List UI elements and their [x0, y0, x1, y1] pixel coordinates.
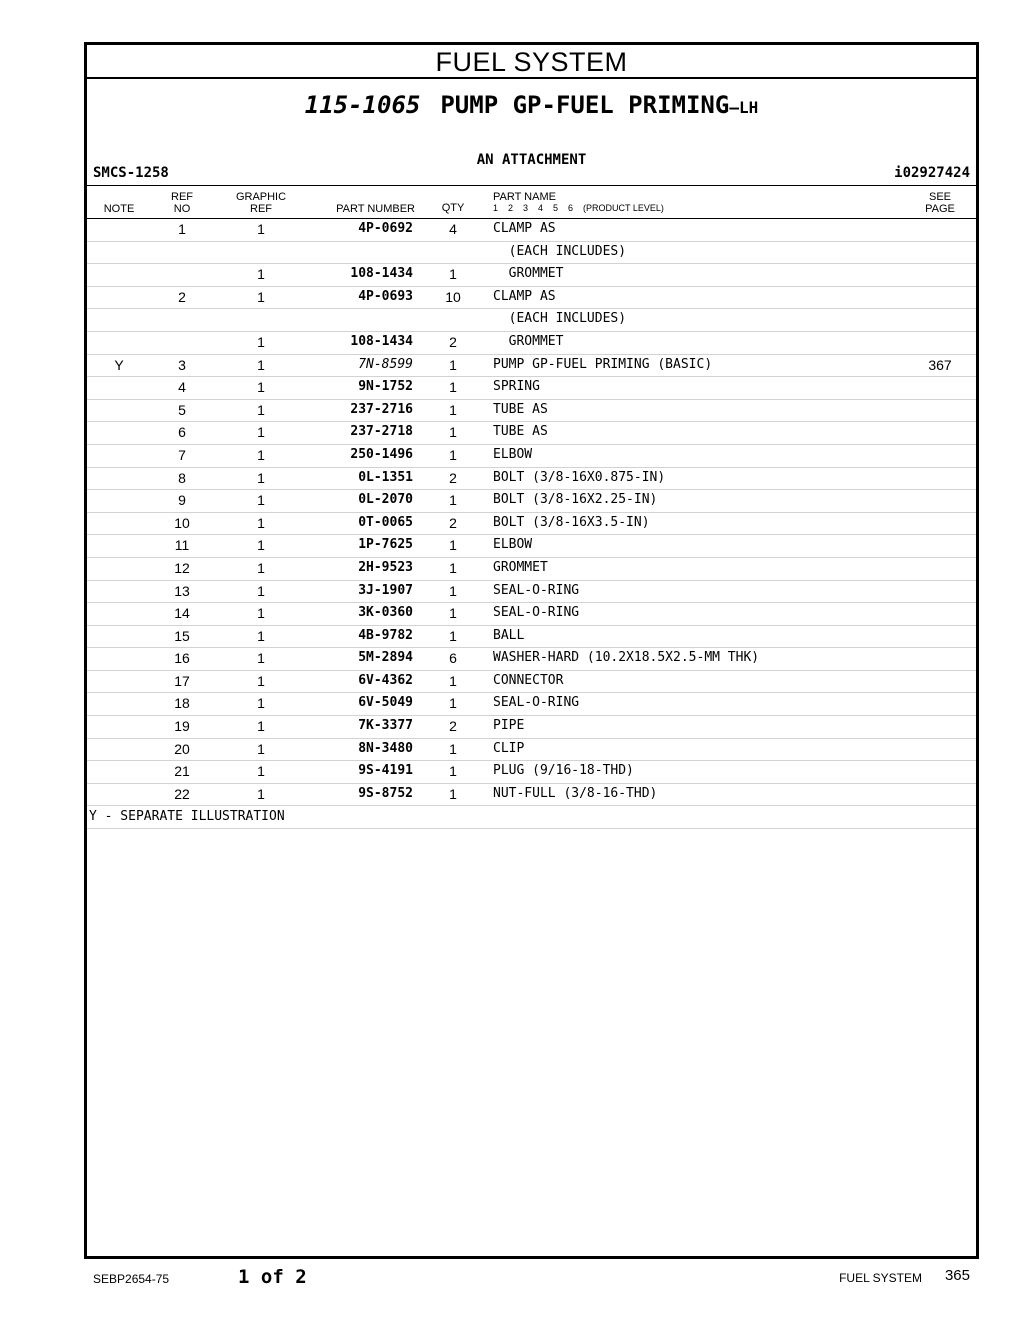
- table-row: [87, 671, 976, 694]
- table-row: [87, 784, 976, 807]
- see-page-cell: 367: [928, 356, 952, 373]
- graphic-ref-cell: 1: [257, 424, 265, 441]
- header-graphic: GRAPHIC: [235, 191, 287, 203]
- ref-no-cell: 3: [178, 356, 186, 373]
- part-number-cell: 237-2716: [350, 401, 413, 417]
- part-name-cell: SPRING: [493, 379, 540, 395]
- part-number-cell: 3J-1907: [358, 582, 413, 598]
- group-header: [87, 79, 976, 168]
- part-number-cell: 8N-3480: [358, 740, 413, 756]
- footer-section: FUEL SYSTEM: [839, 1271, 922, 1285]
- part-name-cell: PLUG (9/16-18-THD): [493, 763, 634, 779]
- part-name-cell: GROMMET: [493, 333, 564, 349]
- part-number-cell: 7N-8599: [358, 356, 413, 372]
- qty-cell: 10: [445, 288, 461, 305]
- table-row: [87, 332, 976, 355]
- graphic-ref-cell: 1: [257, 605, 265, 622]
- illustration-id: i02927424: [894, 165, 970, 181]
- part-number-cell: 9N-1752: [358, 379, 413, 395]
- graphic-ref-cell: 1: [257, 356, 265, 373]
- part-name-cell: BOLT (3/8-16X2.25-IN): [493, 492, 658, 508]
- section-title: FUEL SYSTEM: [87, 45, 976, 79]
- graphic-ref-cell: 1: [257, 627, 265, 644]
- qty-cell: 1: [449, 446, 457, 463]
- table-row: [87, 377, 976, 400]
- part-number-cell: 5M-2894: [358, 650, 413, 666]
- smcs-code: SMCS-1258: [93, 165, 169, 181]
- part-name-cell: (EACH INCLUDES): [493, 311, 627, 327]
- note-cell: Y: [114, 356, 124, 373]
- header-see-page: PAGE: [925, 203, 955, 215]
- ref-no-cell: 9: [178, 492, 186, 509]
- table-row: [87, 400, 976, 423]
- table-header: [87, 186, 976, 219]
- header-qty: QTY: [441, 202, 465, 214]
- part-number-cell: 4P-0693: [358, 288, 413, 304]
- footnote-text: Y - SEPARATE ILLUSTRATION: [89, 809, 285, 825]
- header-part-name: PART NAME: [493, 191, 556, 203]
- table-row: [87, 739, 976, 762]
- group-name: PUMP GP-FUEL PRIMING: [440, 91, 730, 119]
- qty-cell: 1: [449, 695, 457, 712]
- qty-cell: 1: [449, 740, 457, 757]
- smcs-row: [87, 163, 976, 186]
- graphic-ref-cell: 1: [257, 333, 265, 350]
- ref-no-cell: 1: [178, 221, 186, 237]
- graphic-ref-cell: 1: [257, 537, 265, 554]
- qty-cell: 1: [449, 424, 457, 441]
- part-name-cell: ELBOW: [493, 446, 533, 462]
- table-row: [87, 626, 976, 649]
- part-number-cell: 3K-0360: [358, 605, 413, 621]
- part-name-cell: BALL: [493, 627, 525, 643]
- group-title: [87, 91, 976, 119]
- footer-doc-id: SEBP2654-75: [93, 1272, 170, 1286]
- qty-cell: 1: [449, 537, 457, 554]
- part-number-cell: 0T-0065: [358, 514, 413, 530]
- footnote: [87, 806, 976, 829]
- qty-cell: 1: [449, 266, 457, 283]
- part-number-cell: 237-2718: [350, 424, 413, 440]
- qty-cell: 1: [449, 379, 457, 396]
- qty-cell: 1: [449, 582, 457, 599]
- table-row: [87, 716, 976, 739]
- ref-no-cell: 15: [174, 627, 190, 644]
- part-name-cell: TUBE AS: [493, 401, 548, 417]
- graphic-ref-cell: 1: [257, 514, 265, 531]
- qty-cell: 1: [449, 672, 457, 689]
- part-number-cell: 0L-2070: [358, 492, 413, 508]
- graphic-ref-cell: 1: [257, 582, 265, 599]
- graphic-ref-cell: 1: [257, 379, 265, 396]
- part-number-cell: 108-1434: [350, 266, 413, 282]
- table-row: [87, 242, 976, 265]
- part-name-cell: GROMMET: [493, 266, 564, 282]
- part-number-cell: 4P-0692: [358, 221, 413, 236]
- part-name-cell: CLAMP AS: [493, 221, 556, 236]
- qty-cell: 2: [449, 469, 457, 486]
- part-name-cell: BOLT (3/8-16X0.875-IN): [493, 469, 666, 485]
- part-number-cell: 4B-9782: [358, 627, 413, 643]
- ref-no-cell: 21: [174, 763, 190, 780]
- qty-cell: 2: [449, 333, 457, 350]
- parts-page-frame: [84, 42, 979, 1259]
- graphic-ref-cell: 1: [257, 288, 265, 305]
- ref-no-cell: 22: [174, 785, 190, 802]
- group-number: 115-1065: [304, 91, 421, 119]
- ref-no-cell: 19: [174, 718, 190, 735]
- header-part-number: PART NUMBER: [336, 203, 415, 215]
- part-name-cell: GROMMET: [493, 559, 548, 575]
- header-ref: REF: [171, 191, 193, 203]
- header-see: SEE: [928, 191, 951, 203]
- qty-cell: 2: [449, 718, 457, 735]
- part-name-cell: NUT-FULL (3/8-16-THD): [493, 785, 658, 801]
- page-footer: [0, 1266, 1020, 1296]
- part-name-cell: ELBOW: [493, 537, 533, 553]
- graphic-ref-cell: 1: [257, 559, 265, 576]
- table-row: [87, 535, 976, 558]
- qty-cell: 1: [449, 605, 457, 622]
- part-name-cell: PIPE: [493, 718, 525, 734]
- ref-no-cell: 17: [174, 672, 190, 689]
- table-row: [87, 422, 976, 445]
- part-number-cell: 0L-1351: [358, 469, 413, 485]
- part-number-cell: 6V-4362: [358, 672, 413, 688]
- graphic-ref-cell: 1: [257, 469, 265, 486]
- graphic-ref-cell: 1: [257, 446, 265, 463]
- part-name-cell: TUBE AS: [493, 424, 548, 440]
- qty-cell: 1: [449, 627, 457, 644]
- ref-no-cell: 5: [178, 401, 186, 418]
- table-row: [87, 490, 976, 513]
- header-note: NOTE: [103, 203, 135, 215]
- graphic-ref-cell: 1: [257, 785, 265, 802]
- ref-no-cell: 4: [178, 379, 186, 396]
- table-row: [87, 445, 976, 468]
- graphic-ref-cell: 1: [257, 763, 265, 780]
- table-row: [87, 513, 976, 536]
- part-name-cell: (EACH INCLUDES): [493, 243, 627, 259]
- part-name-cell: SEAL-O-RING: [493, 695, 580, 711]
- table-row: [87, 264, 976, 287]
- ref-no-cell: 11: [174, 537, 190, 554]
- ref-no-cell: 10: [174, 514, 190, 531]
- part-number-cell: 108-1434: [350, 333, 413, 349]
- part-name-cell: BOLT (3/8-16X3.5-IN): [493, 514, 650, 530]
- ref-no-cell: 12: [174, 559, 190, 576]
- graphic-ref-cell: 1: [257, 492, 265, 509]
- graphic-ref-cell: 1: [257, 740, 265, 757]
- table-row: [87, 693, 976, 716]
- part-number-cell: 9S-4191: [358, 763, 413, 779]
- part-number-cell: 7K-3377: [358, 718, 413, 734]
- footer-page-number: 365: [944, 1267, 970, 1284]
- table-row: [87, 309, 976, 332]
- part-number-cell: 250-1496: [350, 446, 413, 462]
- group-suffix: —LH: [729, 98, 759, 117]
- qty-cell: 2: [449, 514, 457, 531]
- part-number-cell: 6V-5049: [358, 695, 413, 711]
- table-row: [87, 761, 976, 784]
- ref-no-cell: 18: [174, 695, 190, 712]
- ref-no-cell: 16: [174, 650, 190, 667]
- graphic-ref-cell: 1: [257, 718, 265, 735]
- graphic-ref-cell: 1: [257, 221, 265, 237]
- graphic-ref-cell: 1: [257, 266, 265, 283]
- table-row: [87, 603, 976, 626]
- part-number-cell: 2H-9523: [358, 559, 413, 575]
- part-number-cell: 1P-7625: [358, 537, 413, 553]
- footer-sheet: 1 of 2: [238, 1266, 307, 1288]
- ref-no-cell: 7: [178, 446, 186, 463]
- qty-cell: 1: [449, 785, 457, 802]
- header-graphic-ref: REF: [250, 203, 272, 215]
- header-product-level: 1 2 3 4 5 6 (PRODUCT LEVEL): [493, 203, 664, 213]
- ref-no-cell: 20: [174, 740, 190, 757]
- ref-no-cell: 8: [178, 469, 186, 486]
- part-name-cell: CLIP: [493, 740, 525, 756]
- ref-no-cell: 2: [178, 288, 186, 305]
- graphic-ref-cell: 1: [257, 672, 265, 689]
- qty-cell: 4: [449, 221, 457, 237]
- part-name-cell: SEAL-O-RING: [493, 605, 580, 621]
- header-ref-no: NO: [173, 203, 191, 215]
- part-number-cell: 9S-8752: [358, 785, 413, 801]
- graphic-ref-cell: 1: [257, 695, 265, 712]
- table-row: [87, 648, 976, 671]
- part-name-cell: CLAMP AS: [493, 288, 556, 304]
- qty-cell: 1: [449, 356, 457, 373]
- part-name-cell: PUMP GP-FUEL PRIMING (BASIC): [493, 356, 713, 372]
- group-subtitle: AN ATTACHMENT: [476, 152, 587, 168]
- parts-list: [87, 219, 976, 806]
- table-row: [87, 355, 976, 378]
- ref-no-cell: 13: [174, 582, 190, 599]
- part-name-cell: SEAL-O-RING: [493, 582, 580, 598]
- table-row: [87, 581, 976, 604]
- graphic-ref-cell: 1: [257, 401, 265, 418]
- qty-cell: 1: [449, 763, 457, 780]
- qty-cell: 6: [449, 650, 457, 667]
- qty-cell: 1: [449, 401, 457, 418]
- part-name-cell: WASHER-HARD (10.2X18.5X2.5-MM THK): [493, 650, 760, 666]
- table-row: [87, 558, 976, 581]
- table-row: [87, 468, 976, 491]
- ref-no-cell: 6: [178, 424, 186, 441]
- graphic-ref-cell: 1: [257, 650, 265, 667]
- part-name-cell: CONNECTOR: [493, 672, 564, 688]
- ref-no-cell: 14: [174, 605, 190, 622]
- table-row: [87, 287, 976, 310]
- qty-cell: 1: [449, 492, 457, 509]
- table-row: [87, 219, 976, 242]
- qty-cell: 1: [449, 559, 457, 576]
